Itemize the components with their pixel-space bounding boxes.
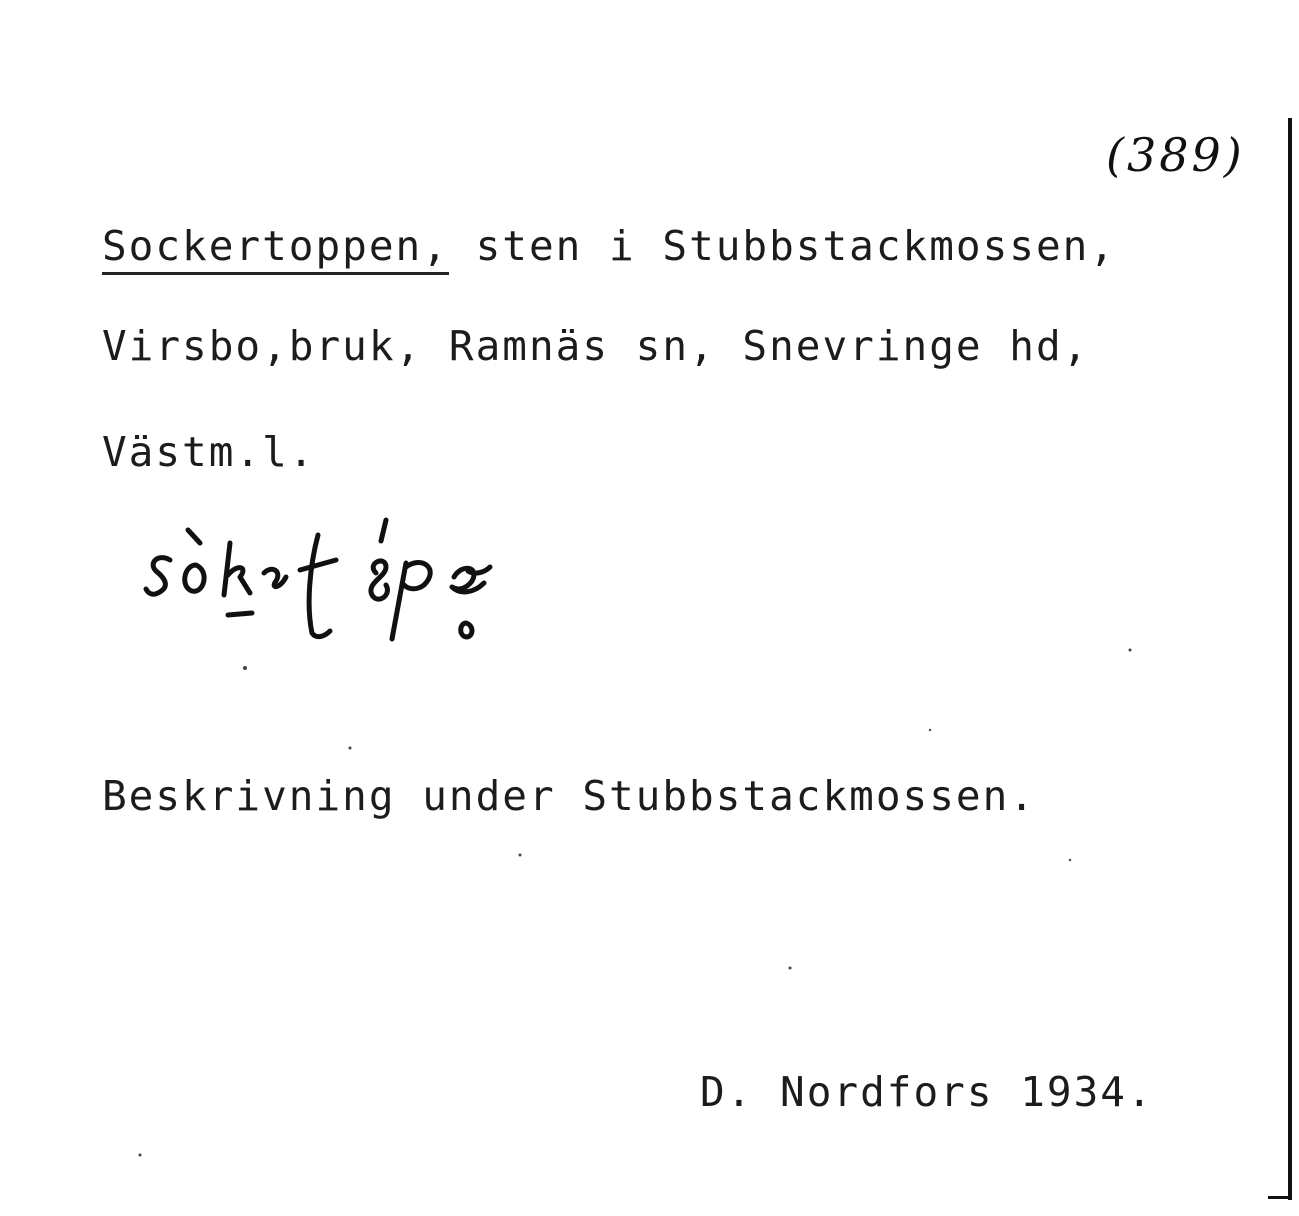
entry-line-3: Västm.l. <box>102 428 316 476</box>
entry-line-1-rest: sten i Stubbstackmossen, <box>448 222 1117 270</box>
card-right-edge <box>1288 118 1292 1200</box>
signature-line: D. Nordfors 1934. <box>700 1068 1154 1116</box>
headword: Sockertoppen, <box>102 222 449 275</box>
card-corner-mark <box>1268 1196 1292 1199</box>
handwritten-pronunciation <box>140 515 520 650</box>
reference-line: Beskrivning under Stubbstackmossen. <box>102 772 1036 820</box>
entry-line-1 <box>102 222 1116 275</box>
catalog-number: (389) <box>1106 128 1245 182</box>
entry-line-2: Virsbo,bruk, Ramnäs sn, Snevringe hd, <box>102 322 1090 370</box>
